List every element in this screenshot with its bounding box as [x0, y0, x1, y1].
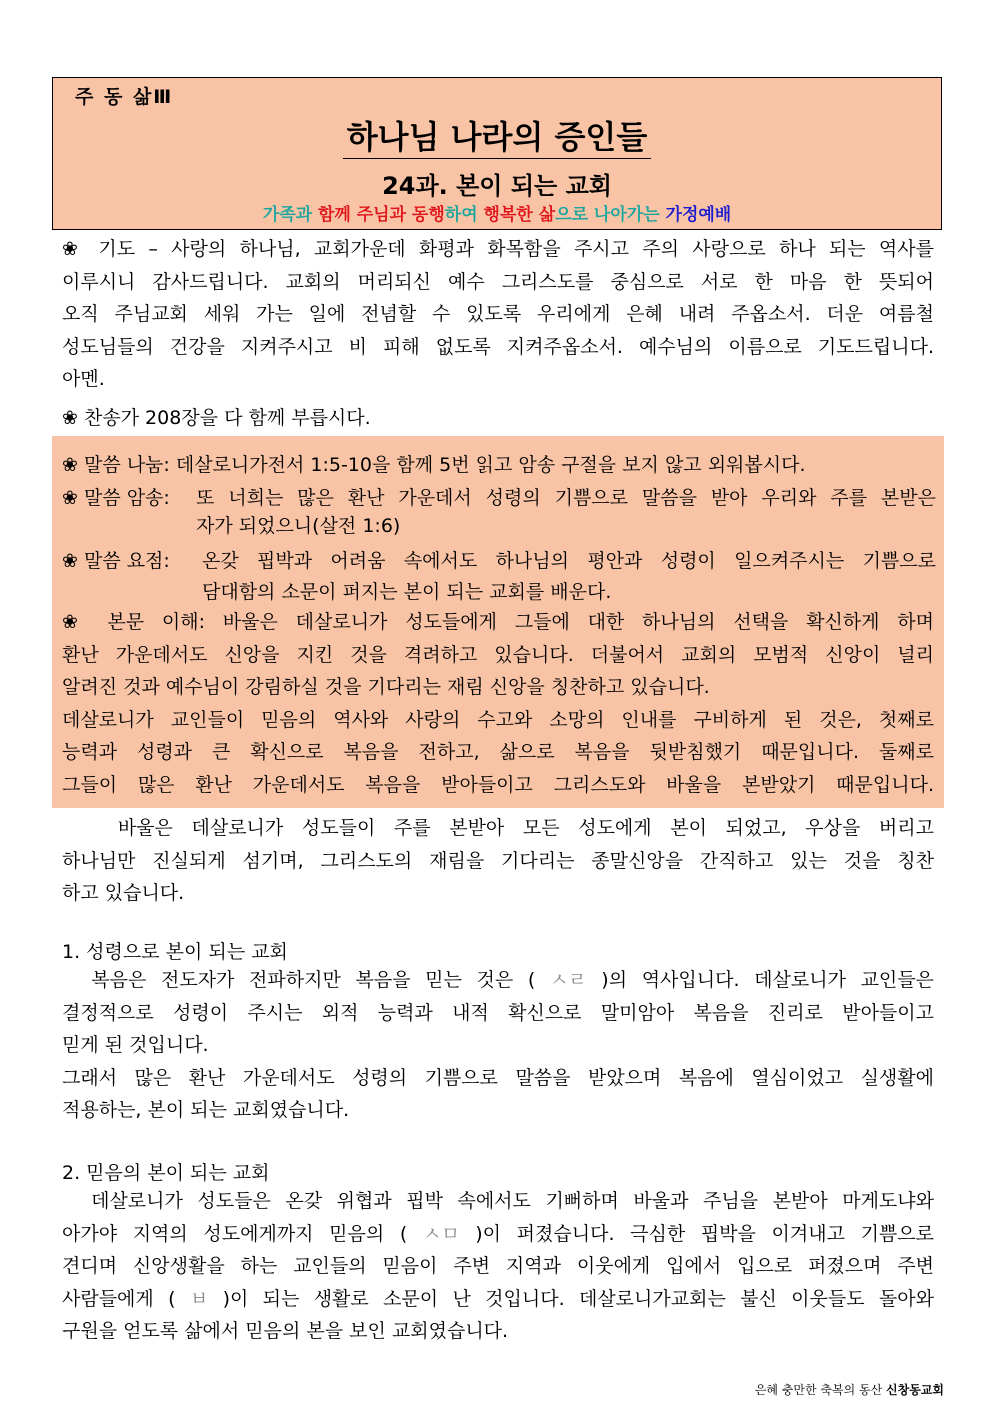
motto-segment: 주님과 — [356, 205, 412, 225]
series-label: 주 동 삶Ⅲ — [75, 86, 174, 108]
motto-segment: 가족과 — [262, 205, 318, 225]
fill-in-blank[interactable]: ㅅㅁ — [407, 1222, 476, 1245]
word-memory-line: 또 너희는 많은 환난 가운데서 성령의 기쁨으로 말씀을 받아 우리와 주를 본받은 — [196, 487, 936, 509]
footer — [755, 1381, 944, 1398]
title-text: 하나님 나라의 증인들 — [343, 118, 652, 159]
intro-paragraph — [62, 812, 934, 910]
section-1-line: 적용하는, 본이 되는 교회였습니다. — [62, 1099, 350, 1121]
section-1-line: 그래서 많은 환난 가운데서도 성령의 기쁨으로 말씀을 받았으며 복음에 열심이었고 실생활에 — [62, 1066, 934, 1089]
page-title — [53, 112, 941, 158]
text-understanding — [62, 606, 934, 801]
word-summary-line: 온갖 핍박과 어려움 속에서도 하나님의 평안과 성령이 일으켜주시는 기쁨으로 — [202, 550, 936, 572]
word-memory-label: ❀ 말씀 암송: — [62, 487, 170, 509]
hymn-line: ❀ 찬송가 208장을 다 함께 부릅시다. — [62, 407, 371, 429]
understanding-line: 그들이 많은 환난 가운데서도 복음을 받아들이고 그리스도와 바울을 본받았기 때문입니다. — [62, 773, 934, 796]
word-summary-label: ❀ 말씀 요점: — [62, 550, 170, 572]
intro-line: 하고 있습니다. — [62, 882, 185, 904]
section-1-line: 결정적으로 성령이 주시는 외적 능력과 내적 확신으로 말미암아 복음을 진리로 받아들이고 — [62, 1001, 934, 1024]
understanding-line: 데살로니가 교인들이 믿음의 역사와 사랑의 수고와 소망의 인내를 구비하게 된 것은, 첫째로 — [62, 708, 934, 731]
word-memory-line: 자가 되었으니(살전 1:6) — [196, 515, 401, 537]
section-1-body — [62, 964, 934, 1127]
understanding-line: 알려진 것과 예수님이 강림하실 것을 기다리는 재림 신앙을 칭찬하고 있습니다. — [62, 676, 710, 698]
section-1-line: 복음은 전도자가 전파하지만 복음을 믿는 것은 ( ㅅㄹ )의 역사입니다. 데살로니가 교인들은 — [62, 969, 934, 991]
motto-segment: 동행 — [411, 205, 445, 225]
section-2-line: 구원을 얻도록 삶에서 믿음의 본을 보인 교회였습니다. — [62, 1320, 509, 1342]
family-worship-motto — [53, 200, 941, 225]
prayer-line: 아멘. — [62, 368, 105, 390]
understanding-line: 능력과 성령과 큰 확신으로 복음을 전하고, 삶으로 복음을 뒷받침했기 때문입니다. 둘째로 — [62, 741, 934, 763]
footer-text: 은혜 충만한 축복의 동산 — [754, 1383, 887, 1397]
prayer-line: 성도님들의 건강을 지켜주시고 비 피해 없도록 지켜주옵소서. 예수님의 이름으로 기도드립니다. — [62, 335, 934, 358]
lesson-header — [52, 77, 942, 230]
lesson-title: 24과. 본이 되는 교회 — [382, 172, 612, 200]
section-2-body — [62, 1185, 934, 1348]
fill-in-blank[interactable]: ㅂ — [175, 1287, 223, 1310]
intro-line: 바울은 데살로니가 성도들이 주를 본받아 모든 성도에게 본이 되었고, 우상을 버리고 — [62, 817, 934, 839]
section-2-line: 견디며 신앙생활을 하는 교인들의 믿음이 주변 지역과 이웃에게 입에서 입으로 퍼졌으며 주변 — [62, 1255, 934, 1277]
motto-segment: 함께 — [317, 205, 357, 225]
church-name: 신창동교회 — [886, 1383, 944, 1397]
intro-line: 하나님만 진실되게 섬기며, 그리스도의 재림을 기다리는 종말신앙을 간직하고 있는 것을 칭찬 — [62, 849, 934, 872]
motto-segment: 으로 나아가는 — [555, 205, 666, 225]
section-1-heading: 1. 성령으로 본이 되는 교회 — [62, 941, 288, 963]
section-2-line: 아가야 지역의 성도에게까지 믿음의 ( ㅅㅁ )이 퍼졌습니다. 극심한 핍박을 이겨내고 기쁨으로 — [62, 1222, 934, 1245]
prayer-line: 이루시니 감사드립니다. 교회의 머리되신 예수 그리스도를 중심으로 서로 한 마음 한 뜻되어 — [62, 270, 934, 293]
word-share: ❀ 말씀 나눔: 데살로니가전서 1:5-10을 함께 5번 읽고 암송 구절을 보지 않고 외워봅시다. — [62, 454, 806, 476]
section-2-line: 데살로니가 성도들은 온갖 위협과 핍박 속에서도 기뻐하며 바울과 주님을 본받아 마게도냐와 — [62, 1190, 934, 1212]
prayer-paragraph — [62, 233, 934, 396]
motto-segment: 행복한 삶 — [483, 205, 556, 225]
prayer-line: 오직 주님교회 세워 가는 일에 전념할 수 있도록 우리에게 은혜 내려 주옵소서. 더운 여름철 — [62, 303, 934, 325]
section-2-line: 사람들에게 ( ㅂ )이 되는 생활로 소문이 난 것입니다. 데살로니가교회는 불신 이웃들도 돌아와 — [62, 1287, 934, 1310]
section-2-heading: 2. 믿음의 본이 되는 교회 — [62, 1162, 270, 1184]
motto-segment: 가정예배 — [665, 205, 732, 225]
section-1-line: 믿게 된 것입니다. — [62, 1034, 209, 1056]
prayer-line: ❀ 기도 – 사랑의 하나님, 교회가운데 화평과 화목함을 주시고 주의 사랑으로 하나 되는 역사를 — [62, 238, 934, 260]
word-summary-line: 담대함의 소문이 퍼지는 본이 되는 교회를 배운다. — [202, 581, 612, 603]
understanding-line: ❀ 본문 이해: 바울은 데살로니가 성도들에게 그들에 대한 하나님의 선택을 확신하게 하며 — [62, 611, 934, 633]
understanding-line: 환난 가운데서도 신앙을 지킨 것을 격려하고 있습니다. 더불어서 교회의 모범적 신앙이 널리 — [62, 643, 934, 666]
motto-segment: 하여 — [444, 205, 484, 225]
fill-in-blank[interactable]: ㅅㄹ — [535, 969, 602, 991]
